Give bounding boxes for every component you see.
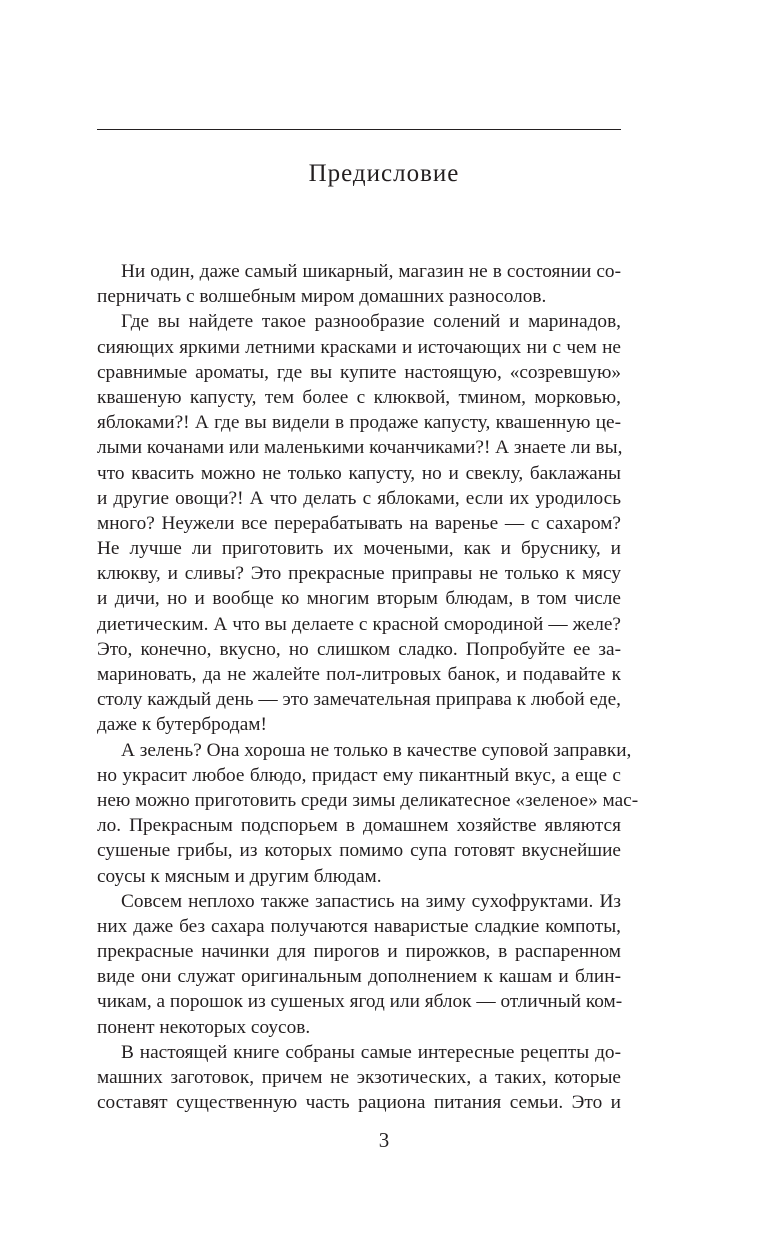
text-line: виде они служат оригинальным дополнением к кашам и блин- — [97, 966, 621, 988]
text-line: ло. Прекрасным подспорьем в домашнем хозяйстве являются — [97, 815, 621, 837]
text-line: сравнимые ароматы, где вы купите настоящую, «созревшую» — [97, 361, 621, 383]
text-line: Где вы найдете такое разнообразие солений и маринадов, — [121, 311, 621, 333]
text-line: нею можно приготовить среди зимы деликатесное «зеленое» мас- — [97, 789, 639, 811]
text-line: А зелень? Она хороша не только в качестве суповой заправки, — [121, 739, 632, 761]
text-line: даже к бутербродам! — [97, 714, 267, 736]
text-line: Совсем неплохо также запастись на зиму сухофруктами. Из — [121, 890, 621, 912]
text-line: диетическим. А что вы делаете с красной смородиной — желе? — [97, 613, 621, 635]
text-line: машних заготовок, причем не экзотических, а таких, которые — [97, 1067, 621, 1088]
text-line: В настоящей книге собраны самые интересные рецепты до- — [121, 1041, 621, 1063]
text-line: чикам, а порошок из сушеных ягод или яблок — отличный ком- — [97, 991, 623, 1013]
text-line: что квасить можно не только капусту, но и свеклу, баклажаны — [97, 462, 621, 484]
text-line: квашеную капусту, тем более с клюквой, тмином, морковью, — [97, 386, 621, 408]
paragraph — [97, 1040, 621, 1116]
text-line: и другие овощи?! А что делать с яблоками, если их уродилось — [97, 487, 621, 509]
paragraph — [97, 309, 621, 737]
text-line: мариновать, да не жалейте пол-литровых банок, и подавайте к — [97, 664, 621, 685]
chapter-title: Предисловие — [308, 160, 460, 187]
text-line: сушеные грибы, из которых помимо супа готовят вкуснейшие — [97, 840, 621, 862]
text-line: и дичи, но и вообще ко многим вторым блюдам, в том числе — [97, 588, 621, 610]
text-line: лыми кочанами или маленькими кочанчиками?! А знаете ли вы, — [97, 437, 623, 459]
text-line: Не лучше ли приготовить их мочеными, как и бруснику, и — [97, 538, 621, 560]
header-rule — [97, 129, 621, 130]
text-line: соусы к мясным и другим блюдам. — [97, 865, 382, 887]
text-line: но украсит любое блюдо, придаст ему пикантный вкус, а еще с — [97, 764, 621, 786]
text-line: клюкву, и сливы? Это прекрасные приправы не только к мясу — [97, 563, 621, 585]
text-line: понент некоторых соусов. — [97, 1016, 311, 1038]
paragraph — [97, 259, 621, 309]
body-text — [97, 259, 639, 1115]
text-line: Ни один, даже самый шикарный, магазин не в состоянии со- — [121, 261, 621, 282]
text-line: составят существенную часть рациона питания семьи. Это и — [97, 1092, 621, 1114]
paragraph — [97, 738, 639, 889]
paragraph — [97, 889, 621, 1040]
text-line: перничать с волшебным миром домашних разносолов. — [97, 286, 547, 308]
text-line: них даже без сахара получаются наваристые сладкие компоты, — [97, 915, 621, 937]
text-line: столу каждый день — это замечательная приправа к любой еде, — [97, 689, 621, 711]
text-line: много? Неужели все перерабатывать на варенье — с сахаром? — [97, 512, 621, 534]
text-line: прекрасные начинки для пирогов и пирожков, в распаренном — [97, 941, 621, 963]
text-line: яблоками?! А где вы видели в продаже капусту, квашенную це- — [97, 412, 621, 434]
text-line: Это, конечно, вкусно, но слишком сладко. Попробуйте ее за- — [97, 638, 621, 660]
page-number: 3 — [378, 1128, 390, 1152]
text-line: сияющих яркими летними красками и источающих ни с чем не — [97, 336, 621, 358]
